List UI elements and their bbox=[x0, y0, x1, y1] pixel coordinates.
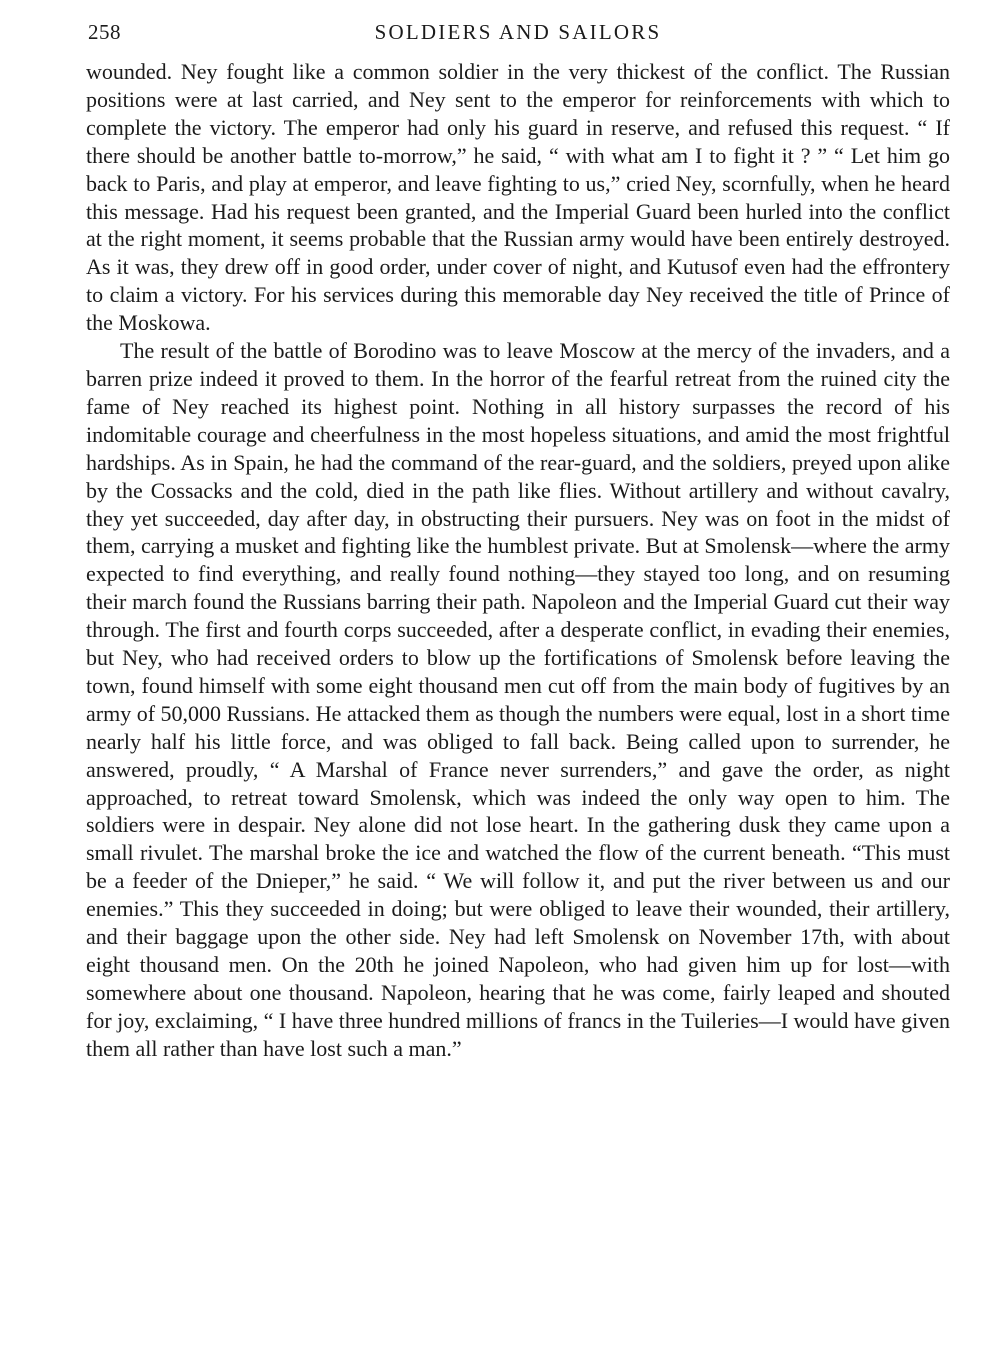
book-page bbox=[86, 20, 950, 1063]
running-title: SOLDIERS AND SAILORS bbox=[374, 20, 662, 44]
page-number: 258 bbox=[88, 20, 121, 44]
body-text bbox=[86, 58, 950, 1063]
paragraph-borodino: The result of the battle of Borodino was to leave Moscow at the mercy of the invaders, and a barren prize indeed it proved to them. In the horror of the fearful retreat from the ruined city the fame of Ney reached its highest point. Nothing in all history surpasses the record of his indomitable courage and cheerfulness in the most hopeless situations, and amid the most frightful hardships. As in Spain, he had the command of the rear-guard, and the soldiers, preyed upon alike by the Cossacks and the cold, died in the path like flies. Without artillery and without cavalry, they yet succeeded, day after day, in obstructing their pursuers. Ney was on foot in the midst of them, carrying a musket and fighting like the humblest private. But at Smolensk—where the army expected to find everything, and really found nothing—they stayed too long, and on resuming their march found the Russians barring their path. Napoleon and the Imperial Guard cut their way through. The first and fourth corps succeeded, after a desperate conflict, in evading their enemies, but Ney, who had received orders to blow up the fortifications of Smolensk before leaving the town, found himself with some eight thousand men cut off from the main body of fugitives by an army of 50,000 Russians. He attacked them as though the numbers were equal, lost in a short time nearly half his little force, and was obliged to fall back. Being called upon to surrender, he answered, proudly, “ A Marshal of France never surrenders,” and gave the order, as night approached, to retreat toward Smolensk, which was indeed the only way open to him. The soldiers were in despair. Ney alone did not lose heart. In the gathering dusk they came upon a small rivulet. The marshal broke the ice and watched the flow of the current beneath. “This must be a feeder of the Dnieper,” he said. “ We will follow it, and put the river between us and our enemies.” This they succeeded in doing; but were obliged to leave their wounded, their artillery, and their baggage upon the other side. Ney had left Smolensk on November 17th, with about eight thousand men. On the 20th he joined Napoleon, who had given him up for lost—with somewhere about one thousand. Napoleon, hearing that he was come, fairly leaped and shouted for joy, exclaiming, “ I have three hundred millions of francs in the Tuileries—I would have given them all rather than have lost such a man.” bbox=[86, 338, 950, 1061]
paragraph-continued: wounded. Ney fought like a common soldier in the very thickest of the conflict. The Russian positions were at last carried, and Ney sent to the emperor for reinforcements with which to complete the victory. The emperor had only his guard in reserve, and refused this request. “ If there should be another battle to-morrow,” he said, “ with what am I to fight it ? ” “ Let him go back to Paris, and play at emperor, and leave fighting to us,” cried Ney, scornfully, when he heard this message. Had his request been granted, and the Imperial Guard been hurled into the conflict at the right moment, it seems probable that the Russian army would have been entirely destroyed. As it was, they drew off in good order, under cover of night, and Kutusof even had the effrontery to claim a victory. For his services during this memorable day Ney received the title of Prince of the Moskowa. bbox=[86, 59, 950, 336]
running-head bbox=[86, 20, 950, 50]
